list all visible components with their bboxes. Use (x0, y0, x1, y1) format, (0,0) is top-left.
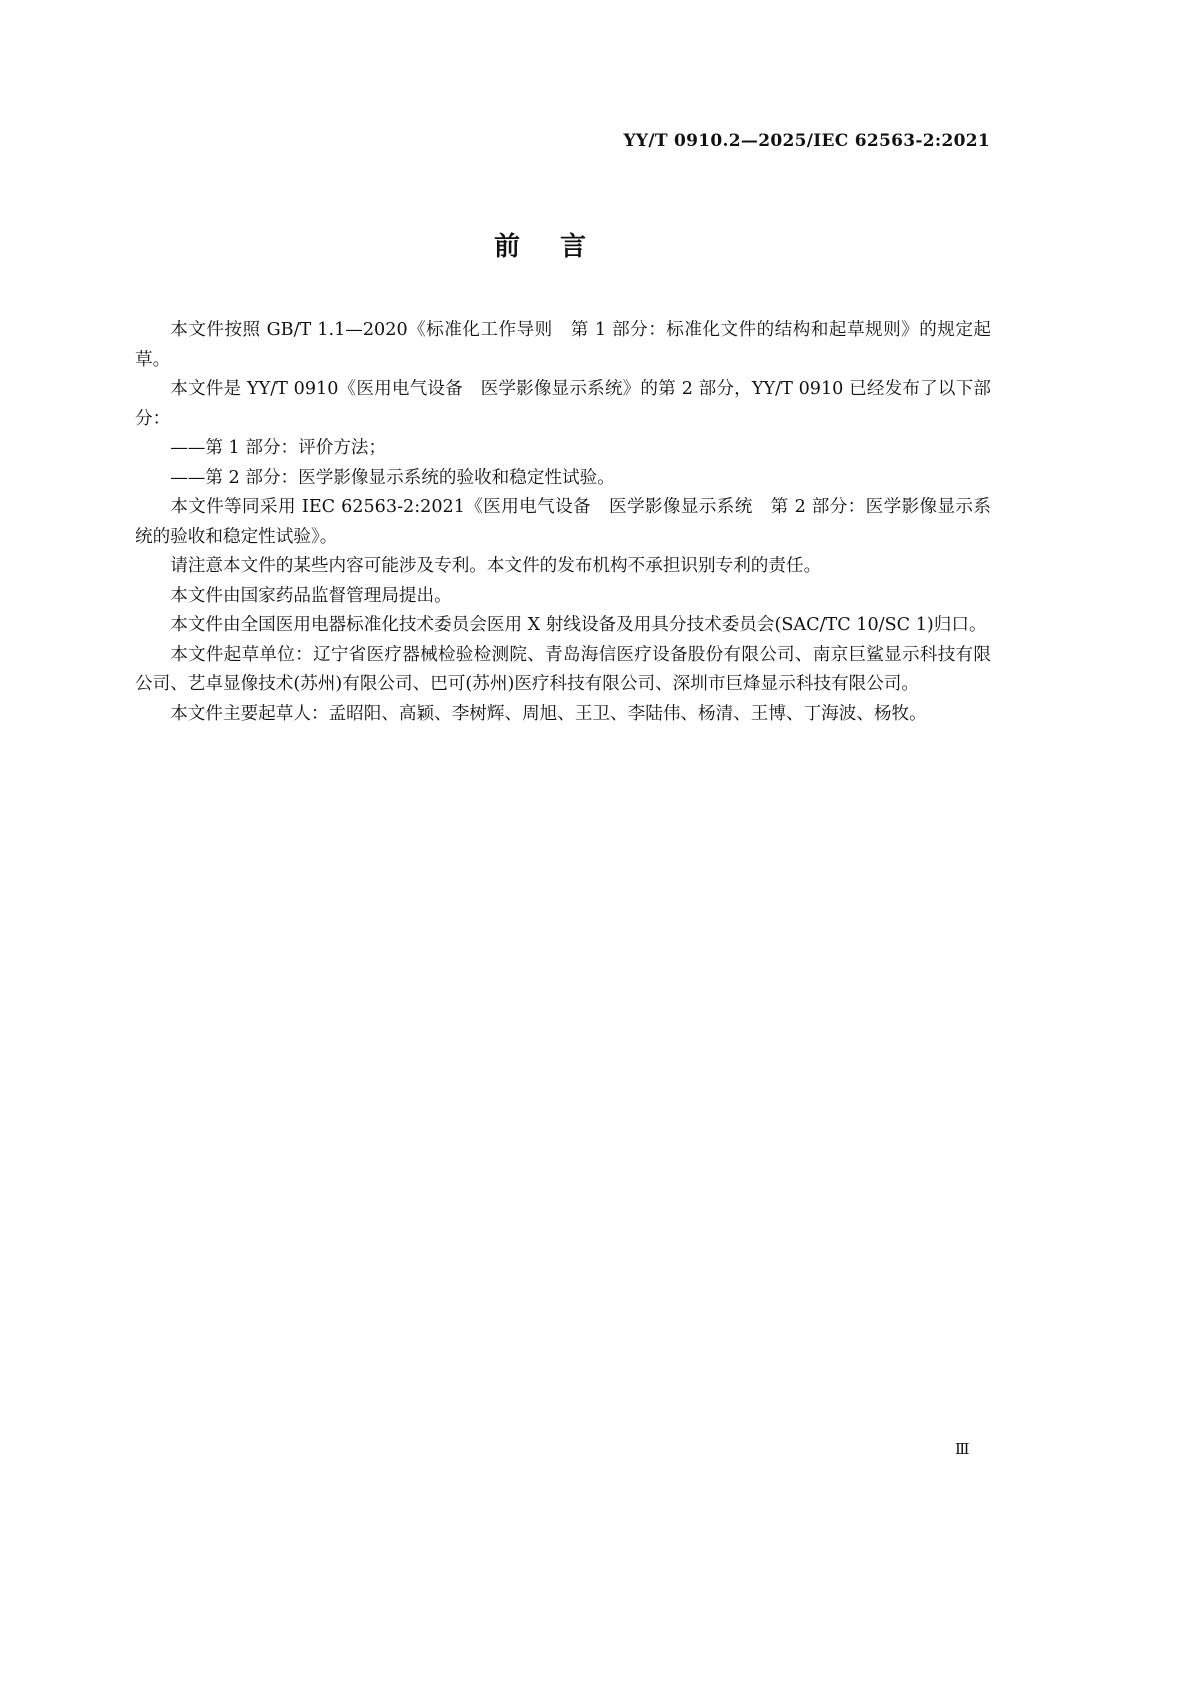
paragraph-committee: 本文件由全国医用电器标准化技术委员会医用 X 射线设备及用具分技术委员会(SAC/TC 10/SC 1)归口。 (170, 615, 987, 635)
standard-number-header: YY/T 0910.2—2025/IEC 62563-2:2021 (623, 131, 990, 151)
paragraph-patent: 请注意本文件的某些内容可能涉及专利。本文件的发布机构不承担识别专利的责任。 (170, 556, 822, 576)
foreword-body (135, 316, 991, 729)
list-item-part-2: ——第 2 部分：医学影像显示系统的验收和稳定性试验。 (170, 467, 615, 488)
page-number: Ⅲ (955, 1440, 970, 1458)
paragraph-proposer: 本文件由国家药品监督管理局提出。 (170, 585, 452, 606)
paragraph-series: 本文件是 YY/T 0910《医用电气设备 医学影像显示系统》的第 2 部分，YY/T 0910 已经发布了以下部分： (135, 379, 991, 429)
paragraph-drafting-units: 本文件起草单位：辽宁省医疗器械检验检测院、青岛海信医疗设备股份有限公司、南京巨鲨显示科技有限公司、艺卓显像技术(苏州)有限公司、巴可(苏州)医疗科技有限公司、深圳市巨烽显示科技有限公司。 (135, 644, 991, 694)
paragraph-drafters: 本文件主要起草人：孟昭阳、高颖、李树辉、周旭、王卫、李陆伟、杨清、王博、丁海波、杨牧。 (170, 703, 927, 724)
page-title: 前言 (493, 232, 626, 262)
list-item-part-1: ——第 1 部分：评价方法； (170, 438, 387, 458)
paragraph-adoption: 本文件等同采用 IEC 62563-2:2021《医用电气设备 医学影像显示系统 第 2 部分：医学影像显示系统的验收和稳定性试验》。 (135, 497, 991, 547)
paragraph-drafting-rules: 本文件按照 GB/T 1.1—2020《标准化工作导则 第 1 部分：标准化文件的结构和起草规则》的规定起草。 (135, 320, 991, 370)
